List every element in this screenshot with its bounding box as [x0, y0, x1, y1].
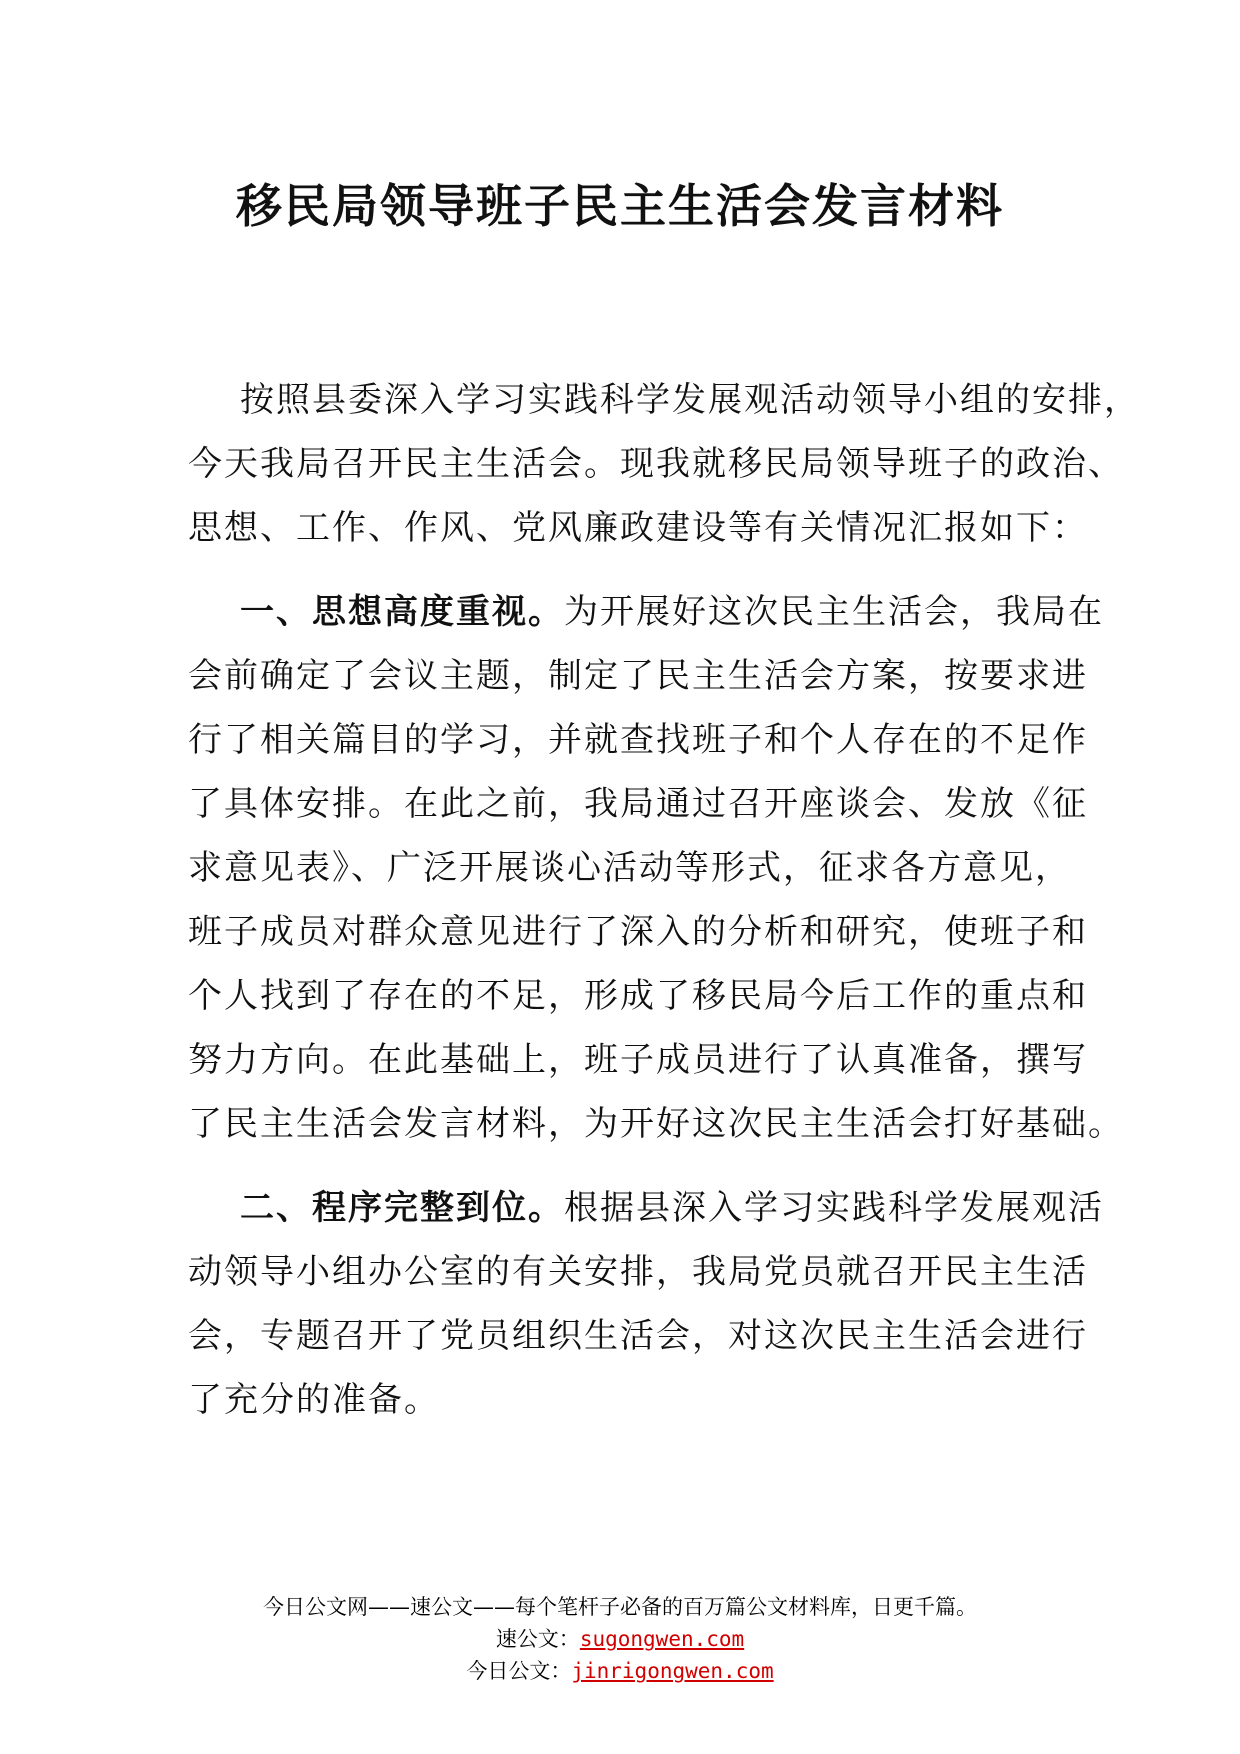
text-line: 动领导小组办公室的有关安排，我局党员就召开民主生活	[188, 1252, 1088, 1292]
section-2-paragraph	[188, 1176, 1104, 1432]
section-2-heading: 二、程序完整到位。	[240, 1188, 564, 1228]
intro-paragraph	[188, 368, 1140, 560]
section-1-heading: 一、思想高度重视。	[240, 592, 564, 632]
footer-tagline: 今日公文网——速公文——每个笔杆子必备的百万篇公文材料库，日更千篇。	[263, 1595, 977, 1619]
text-line: 努力方向。在此基础上，班子成员进行了认真准备，撰写	[188, 1040, 1088, 1080]
text-line: 了具体安排。在此之前，我局通过召开座谈会、发放《征	[188, 784, 1088, 824]
document-title: 移民局领导班子民主生活会发言材料	[236, 179, 1004, 233]
section-1-first-line	[188, 580, 1104, 644]
text-line: 班子成员对群众意见进行了深入的分析和研究，使班子和	[188, 912, 1088, 952]
footer-jinri-label: 今日公文：	[466, 1659, 572, 1683]
section-1-first-line-text: 为开展好这次民主生活会，我局在	[564, 592, 1104, 632]
text-line: 了民主生活会发言材料，为开好这次民主生活会打好基础。	[188, 1104, 1124, 1144]
text-line: 求意见表》、广泛开展谈心活动等形式，征求各方意见，	[188, 848, 1071, 888]
text-line: 个人找到了存在的不足，形成了移民局今后工作的重点和	[188, 976, 1088, 1016]
text-line: 会，专题召开了党员组织生活会，对这次民主生活会进行	[188, 1316, 1088, 1356]
section-1-paragraph	[188, 580, 1124, 1156]
text-line: 今天我局召开民主生活会。现我就移民局领导班子的政治、	[188, 444, 1124, 484]
jinrigongwen-link[interactable]: jinrigongwen.com	[571, 1659, 774, 1683]
text-line: 行了相关篇目的学习，并就查找班子和个人存在的不足作	[188, 720, 1088, 760]
section-2-first-line	[188, 1176, 1104, 1240]
document-body	[188, 368, 1140, 1432]
text-line: 会前确定了会议主题，制定了民主生活会方案，按要求进	[188, 656, 1088, 696]
sugongwen-link[interactable]: sugongwen.com	[579, 1627, 745, 1651]
section-2-first-line-text: 根据县深入学习实践科学发展观活	[564, 1188, 1104, 1228]
footer-sugongwen-row	[0, 1623, 1240, 1655]
text-line: 了充分的准备。	[188, 1380, 440, 1420]
text-line: 思想、工作、作风、党风廉政建设等有关情况汇报如下：	[188, 508, 1088, 548]
footer-jinri-row	[0, 1655, 1240, 1687]
footer-sugongwen-label: 速公文：	[495, 1627, 580, 1651]
text-line: 按照县委深入学习实践科学发展观活动领导小组的安排，	[240, 380, 1140, 420]
page-footer	[0, 1591, 1240, 1687]
